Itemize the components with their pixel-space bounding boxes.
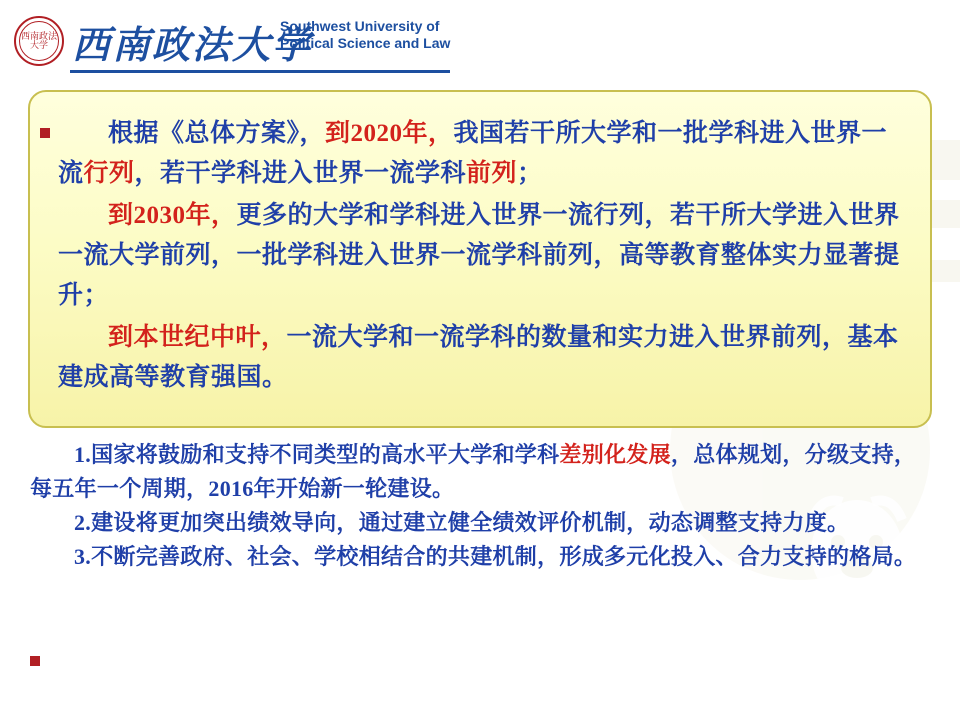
university-name-english-line2: Political Science and Law: [280, 35, 451, 51]
body-text: 根据《总体方案》，: [108, 120, 326, 147]
paragraph: [30, 540, 930, 574]
university-name-english-line1: Southwest University of: [280, 18, 440, 34]
lower-paragraph-list: [30, 438, 930, 574]
paragraph: [30, 506, 930, 540]
highlighted-text: 差别化发展: [559, 442, 671, 467]
body-text: ；: [517, 160, 543, 187]
paragraph: [58, 318, 902, 398]
body-text: ，若干学科进入世界一流学科: [134, 160, 467, 187]
slide-header: [0, 0, 960, 82]
seal-inner-text: 西南政法大学: [19, 21, 59, 61]
paragraph: [58, 196, 902, 316]
bullet-marker-bottom-icon: [30, 656, 40, 666]
callout-paragraph-list: [58, 114, 902, 398]
highlighted-text: 到2030年，: [108, 202, 237, 229]
body-text: 2.建设将更加突出绩效导向，通过建立健全绩效评价机制，动态调整支持力度。: [74, 510, 850, 535]
body-text: 3.不断完善政府、社会、学校相结合的共建机制，形成多元化投入、合力支持的格局。: [74, 544, 917, 569]
university-name-english: [280, 18, 450, 52]
body-text: ，总体规划，分级支持，每五年一个周期，2016年开始新一轮建设。: [30, 442, 917, 501]
body-text: 更多的大学和学科进入世界一流行列，若干所大学进入世界一流大学前列，一批学科进入世界一流学科前列，高等教育整体实力显著提升；: [58, 202, 900, 309]
highlighted-text: 到本世纪中叶，: [108, 324, 287, 351]
paragraph: [30, 438, 930, 506]
body-text: 我国若干所大学和一批学科进入世界一流: [58, 120, 888, 187]
highlighted-text: 到2020年，: [325, 120, 454, 147]
university-seal-icon: [14, 16, 64, 66]
header-divider: [70, 70, 450, 73]
highlighted-text: 前列: [466, 160, 518, 187]
bullet-marker-icon: [40, 128, 50, 138]
body-text: 1.国家将鼓励和支持不同类型的高水平大学和学科: [74, 442, 560, 467]
callout-box: [28, 90, 932, 428]
university-name-chinese: 西南政法大学: [72, 25, 313, 67]
highlighted-text: 行列: [83, 160, 135, 187]
body-text: 一流大学和一流学科的数量和实力进入世界前列，基本建成高等教育强国。: [58, 324, 899, 391]
paragraph: [58, 114, 902, 194]
